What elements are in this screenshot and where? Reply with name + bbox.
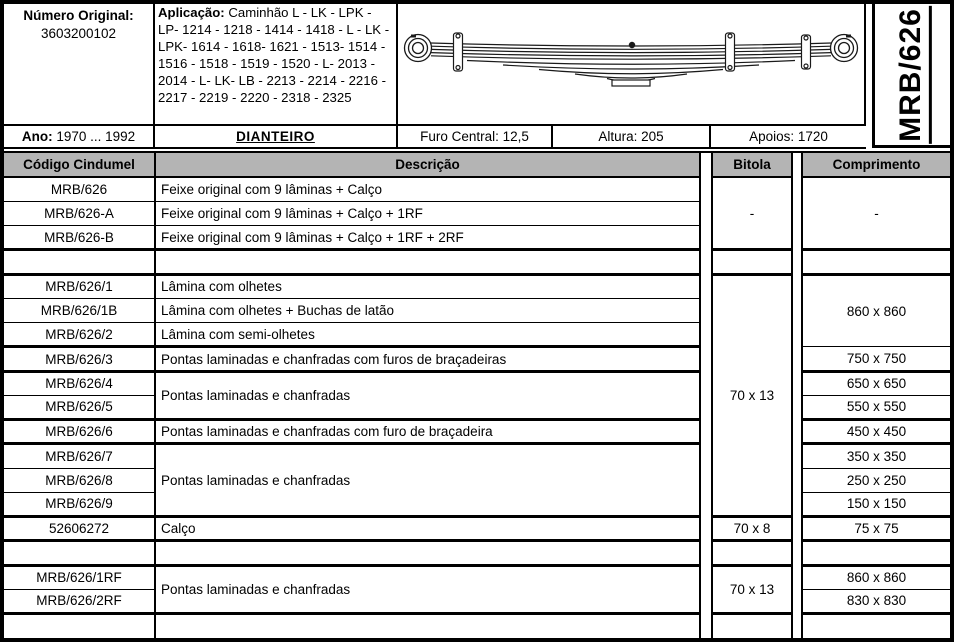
posicao-cell bbox=[155, 126, 398, 149]
table-row bbox=[4, 371, 950, 395]
codigo-cell: MRB/626 bbox=[4, 177, 155, 201]
descricao-cell: Pontas laminadas e chanfradas com furo de braçadeira bbox=[155, 420, 700, 444]
comprimento-cell: - bbox=[802, 177, 950, 250]
codigo-cell: 52606272 bbox=[4, 517, 155, 541]
descricao-cell: Lâmina com semi-olhetes bbox=[155, 323, 700, 347]
comprimento-cell: 830 x 830 bbox=[802, 589, 950, 613]
ano-label: Ano: bbox=[21, 129, 53, 144]
aplicacao-cell bbox=[155, 4, 398, 126]
center-bolt bbox=[629, 42, 635, 48]
descricao-cell: Lâmina com olhetes bbox=[155, 274, 700, 298]
codigo-cell: MRB/626/1RF bbox=[4, 565, 155, 589]
codigo-cell: MRB/626/1 bbox=[4, 274, 155, 298]
empty-cell bbox=[155, 250, 700, 274]
comprimento-cell: 75 x 75 bbox=[802, 517, 950, 541]
codigo-cell: MRB/626/2 bbox=[4, 323, 155, 347]
codigo-cell: MRB/626/3 bbox=[4, 347, 155, 371]
table-row bbox=[4, 177, 950, 201]
comprimento-cell: 150 x 150 bbox=[802, 492, 950, 516]
empty-cell bbox=[712, 541, 792, 565]
empty-cell bbox=[4, 541, 155, 565]
comprimento-cell: 650 x 650 bbox=[802, 371, 950, 395]
descricao-cell: Pontas laminadas e chanfradas com furos de braçadeiras bbox=[155, 347, 700, 371]
table-row-empty bbox=[4, 613, 950, 638]
empty-cell bbox=[802, 613, 950, 638]
col-header-comprimento: Comprimento bbox=[802, 152, 950, 177]
numero-original-value: 3603200102 bbox=[40, 26, 117, 41]
page-inner bbox=[4, 4, 950, 638]
apoios-cell: Apoios: 1720 bbox=[711, 126, 866, 149]
table-row-empty bbox=[4, 250, 950, 274]
col-header-bitola: Bitola bbox=[712, 152, 792, 177]
table-row-empty bbox=[4, 541, 950, 565]
codigo-cell: MRB/626-B bbox=[4, 226, 155, 250]
descricao-cell: Feixe original com 9 lâminas + Calço + 1RF + 2RF bbox=[155, 226, 700, 250]
empty-cell bbox=[712, 613, 792, 638]
model-code-panel bbox=[872, 4, 950, 148]
table-header-row bbox=[4, 152, 950, 177]
table-row bbox=[4, 517, 950, 541]
descricao-cell: Pontas laminadas e chanfradas bbox=[155, 371, 700, 419]
bitola-cell: 70 x 8 bbox=[712, 517, 792, 541]
empty-cell bbox=[4, 250, 155, 274]
bitola-cell: 70 x 13 bbox=[712, 274, 792, 516]
table-row bbox=[4, 444, 950, 468]
spacer-column bbox=[792, 152, 802, 638]
col-header-codigo: Código Cindumel bbox=[4, 152, 155, 177]
empty-cell bbox=[802, 541, 950, 565]
empty-cell bbox=[155, 613, 700, 638]
aplicacao-value: Caminhão L - LK - LPK - LP- 1214 - 1218 - 1414 - 1418 - L - LK - LPK- 1614 - 1618- 1621 - 1513- 1514 - 1516 - 1518 - 1519 - 1520 - L- 2013 - 2014 - L- LK- LB - 2213 - 2214 - 2216 - 2217 - 2219 - 2220 - 2318 - 2325 bbox=[158, 5, 390, 105]
comprimento-cell: 550 x 550 bbox=[802, 395, 950, 419]
empty-cell bbox=[802, 250, 950, 274]
furo-central-cell: Furo Central: 12,5 bbox=[398, 126, 553, 149]
table-row bbox=[4, 347, 950, 371]
descricao-cell: Pontas laminadas e chanfradas bbox=[155, 444, 700, 517]
codigo-cell: MRB/626/2RF bbox=[4, 589, 155, 613]
comprimento-cell: 350 x 350 bbox=[802, 444, 950, 468]
model-code-vertical: MRB/626 bbox=[894, 6, 932, 144]
comprimento-cell: 860 x 860 bbox=[802, 274, 950, 347]
bitola-cell: 70 x 13 bbox=[712, 565, 792, 613]
empty-cell bbox=[4, 613, 155, 638]
comprimento-cell: 250 x 250 bbox=[802, 468, 950, 492]
codigo-cell: MRB/626/9 bbox=[4, 492, 155, 516]
bitola-cell: - bbox=[712, 177, 792, 250]
spacer-column bbox=[700, 152, 712, 638]
codigo-cell: MRB/626-A bbox=[4, 201, 155, 225]
posicao-value: DIANTEIRO bbox=[236, 129, 315, 144]
empty-cell bbox=[155, 541, 700, 565]
numero-original-label: Número Original: bbox=[23, 8, 134, 23]
table-row bbox=[4, 420, 950, 444]
comprimento-cell: 450 x 450 bbox=[802, 420, 950, 444]
parts-table bbox=[4, 151, 950, 638]
descricao-cell: Lâmina com olhetes + Buchas de latão bbox=[155, 298, 700, 322]
descricao-cell: Feixe original com 9 lâminas + Calço bbox=[155, 177, 700, 201]
leaf-spring-drawing-cell bbox=[398, 4, 866, 126]
col-header-descricao: Descrição bbox=[155, 152, 700, 177]
codigo-cell: MRB/626/8 bbox=[4, 468, 155, 492]
codigo-cell: MRB/626/7 bbox=[4, 444, 155, 468]
codigo-cell: MRB/626/6 bbox=[4, 420, 155, 444]
descricao-cell: Calço bbox=[155, 517, 700, 541]
ano-value: 1970 ... 1992 bbox=[56, 129, 136, 144]
table-row bbox=[4, 565, 950, 589]
numero-original-cell bbox=[4, 4, 155, 126]
codigo-cell: MRB/626/4 bbox=[4, 371, 155, 395]
codigo-cell: MRB/626/1B bbox=[4, 298, 155, 322]
descricao-cell: Feixe original com 9 lâminas + Calço + 1RF bbox=[155, 201, 700, 225]
altura-cell: Altura: 205 bbox=[553, 126, 711, 149]
comprimento-cell: 750 x 750 bbox=[802, 347, 950, 371]
descricao-cell: Pontas laminadas e chanfradas bbox=[155, 565, 700, 613]
codigo-cell: MRB/626/5 bbox=[4, 395, 155, 419]
ano-cell bbox=[4, 126, 155, 149]
aplicacao-label: Aplicação: bbox=[158, 5, 225, 20]
comprimento-cell: 860 x 860 bbox=[802, 565, 950, 589]
leaf-spring-diagram bbox=[398, 4, 864, 124]
empty-cell bbox=[712, 250, 792, 274]
table-row bbox=[4, 274, 950, 298]
